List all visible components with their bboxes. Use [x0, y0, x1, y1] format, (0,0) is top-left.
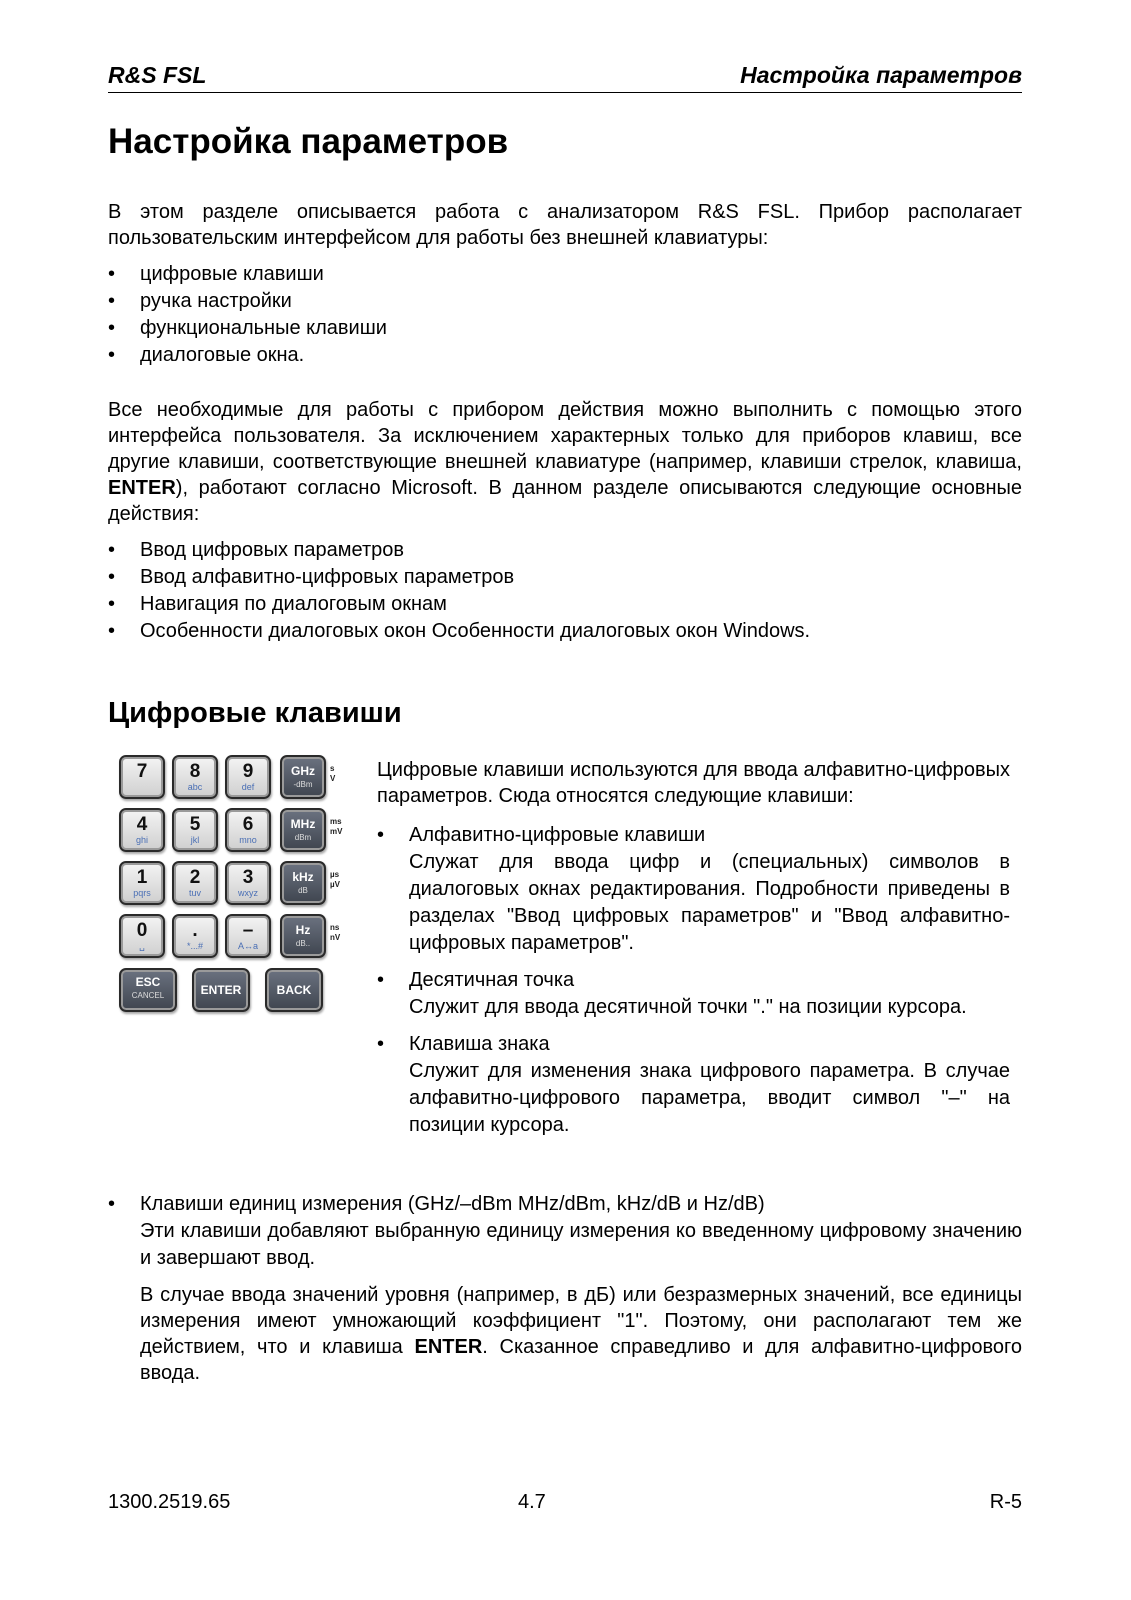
- key-label: MHz: [290, 817, 316, 831]
- unit-label: [330, 817, 342, 837]
- text-span: Все необходимые для работы с прибором действия можно выполнить с помощью этого интерфейса пользователя. За исключением характерных только для приборов клавиш, все другие клавиши, соответствующие внешней клавиатуре (например, клавиши стрелок, клавиша,: [108, 399, 1022, 473]
- key-sublabel: -dBm: [293, 780, 313, 789]
- item-title: • Клавиши единиц измерения (GHz/–dBm MHz/dBm, kHz/dB и Hz/dB): [140, 1193, 765, 1215]
- item-title: • Алфавитно-цифровые клавиши: [409, 824, 706, 846]
- section-intro: Цифровые клавиши используются для ввода алфавитно-цифровых параметров. Сюда относятся следующие клавиши:: [377, 759, 1010, 807]
- key-5: [172, 808, 218, 852]
- list-item: • Особенности диалоговых окон Особенности диалоговых окон Windows.: [108, 618, 1022, 645]
- key-sublabel: def: [241, 782, 255, 792]
- key-label: Hz: [295, 923, 311, 937]
- key-label: –: [242, 920, 254, 941]
- key-label: 7: [136, 761, 148, 782]
- unit-text: nV: [330, 933, 341, 942]
- key-label: 8: [189, 761, 201, 782]
- intro-section: [108, 199, 1022, 369]
- key-esc: [119, 968, 177, 1012]
- list-item: • диалоговые окна.: [108, 342, 1022, 369]
- page-title: Настройка параметров: [108, 122, 509, 161]
- unit-text: µV: [330, 880, 340, 889]
- unit-label: [330, 870, 340, 890]
- key-sublabel: ghi: [135, 835, 148, 845]
- key-2: [172, 861, 218, 905]
- intro-list: [108, 261, 1022, 369]
- key-1: [119, 861, 165, 905]
- key-label: GHz: [291, 764, 315, 778]
- item-description: Эти клавиши добавляют выбранную единицу измерения ко введенному цифровому значению и завершают ввод.: [140, 1220, 1022, 1269]
- item-title: • Клавиша знака: [409, 1033, 550, 1055]
- text-span: В случае ввода значений уровня (например, в дБ) или безразмерных значений, все единицы измерения имеют умножающий коэффициент "1". Поэтому, они располагают тем же действием, что и клавиша: [140, 1284, 1022, 1358]
- units-section: [108, 1191, 1022, 1386]
- key-label: 3: [242, 867, 254, 888]
- units-list: [108, 1191, 1022, 1272]
- actions-list: [108, 537, 1022, 645]
- intro-paragraph: В этом разделе описывается работа с анализатором R&S FSL. Прибор располагает пользовательским интерфейсом для работы без внешней клавиатуры:: [108, 201, 1022, 249]
- version: 4.7: [518, 1491, 546, 1513]
- bold-text: ENTER: [414, 1336, 483, 1358]
- key-sublabel: wxyz: [238, 888, 258, 898]
- key-label: 4: [136, 814, 148, 835]
- key-sublabel: pqrs: [133, 888, 151, 898]
- key-ghz: [280, 755, 326, 799]
- key-label: ENTER: [200, 983, 242, 997]
- unit-text: s: [330, 764, 335, 773]
- page-header: [108, 62, 1022, 93]
- numeric-keypad-image: [108, 752, 348, 1024]
- key-9: [225, 755, 271, 799]
- list-item: [377, 822, 1010, 957]
- key-sublabel: CANCEL: [131, 991, 165, 1000]
- item-description: Служат для ввода цифр и (специальных) символов в диалоговых окнах редактирования. Подробности приведены в разделах "Ввод цифровых параметров" и "Ввод алфавитно-цифровых параметров".: [409, 851, 1010, 954]
- key-6: [225, 808, 271, 852]
- key-label: ESC: [135, 975, 161, 989]
- item-description: Служит для ввода десятичной точки "." на позиции курсора.: [409, 996, 967, 1018]
- key-label: BACK: [276, 983, 312, 997]
- list-item: [377, 967, 1010, 1021]
- key-sublabel: mno: [239, 835, 257, 845]
- key-sublabel: ␣: [139, 941, 145, 951]
- item-title: • Десятичная точка: [409, 969, 575, 991]
- unit-label: [330, 923, 340, 943]
- text-span: ), работают согласно Microsoft. В данном разделе описываются следующие основные действия:: [108, 477, 1022, 525]
- header-section: Настройка параметров: [740, 62, 1022, 88]
- key-back: [265, 968, 323, 1012]
- key-label: .: [192, 920, 198, 941]
- units-paragraph: [140, 1282, 1022, 1386]
- actions-section: [108, 397, 1022, 645]
- key-label: 5: [189, 814, 201, 835]
- unit-text: mV: [330, 827, 343, 836]
- list-item: • ручка настройки: [108, 288, 1022, 315]
- key-sublabel: A↔a: [237, 941, 258, 951]
- list-item: [108, 1191, 1022, 1272]
- key-label: 2: [189, 867, 201, 888]
- key-label: 9: [242, 761, 254, 782]
- key-sublabel: *...#: [186, 941, 203, 951]
- keys-list: [377, 822, 1010, 1139]
- bold-text: ENTER: [108, 477, 176, 499]
- key-sign: [225, 914, 271, 958]
- keys-description: [377, 757, 1010, 1149]
- key-label: 0: [136, 920, 148, 941]
- key-sublabel: dB: [298, 886, 308, 895]
- list-item: • Навигация по диалоговым окнам: [108, 591, 1022, 618]
- key-label: 1: [136, 867, 148, 888]
- key-3: [225, 861, 271, 905]
- key-0: [119, 914, 165, 958]
- list-item: [377, 1031, 1010, 1139]
- key-sublabel: dBm: [294, 833, 312, 842]
- text-span: . Сказанное справедливо и для алфавитно-цифрового ввода.: [140, 1336, 1022, 1384]
- list-item: • функциональные клавиши: [108, 315, 1022, 342]
- section-title: Цифровые клавиши: [108, 697, 402, 729]
- key-label: kHz: [292, 870, 314, 884]
- key-sublabel: abc: [187, 782, 203, 792]
- key-sublabel: jkl: [190, 835, 200, 845]
- key-sublabel: dB..: [295, 939, 311, 948]
- key-label: 6: [242, 814, 254, 835]
- key-4: [119, 808, 165, 852]
- key-7: [119, 755, 165, 799]
- actions-paragraph: [108, 397, 1022, 527]
- list-item: • цифровые клавиши: [108, 261, 1022, 288]
- unit-text: µs: [330, 870, 340, 879]
- list-item: • Ввод цифровых параметров: [108, 537, 1022, 564]
- header-product: R&S FSL: [108, 62, 207, 88]
- key-mhz: [280, 808, 326, 852]
- unit-text: ns: [330, 923, 340, 932]
- document-number: 1300.2519.65: [108, 1491, 231, 1513]
- key-khz: [280, 861, 326, 905]
- page-number: R-5: [989, 1491, 1022, 1513]
- key-decimal-point: [172, 914, 218, 958]
- unit-text: ms: [330, 817, 342, 826]
- key-8: [172, 755, 218, 799]
- key-sublabel: tuv: [188, 888, 201, 898]
- unit-label: [330, 764, 335, 784]
- key-hz: [280, 914, 326, 958]
- item-description: Служит для изменения знака цифрового параметра. В случае алфавитно-цифрового параметра, вводит символ "–" на позиции курсора.: [409, 1060, 1010, 1136]
- list-item: • Ввод алфавитно-цифровых параметров: [108, 564, 1022, 591]
- unit-text: V: [330, 774, 336, 783]
- key-enter: [192, 968, 250, 1012]
